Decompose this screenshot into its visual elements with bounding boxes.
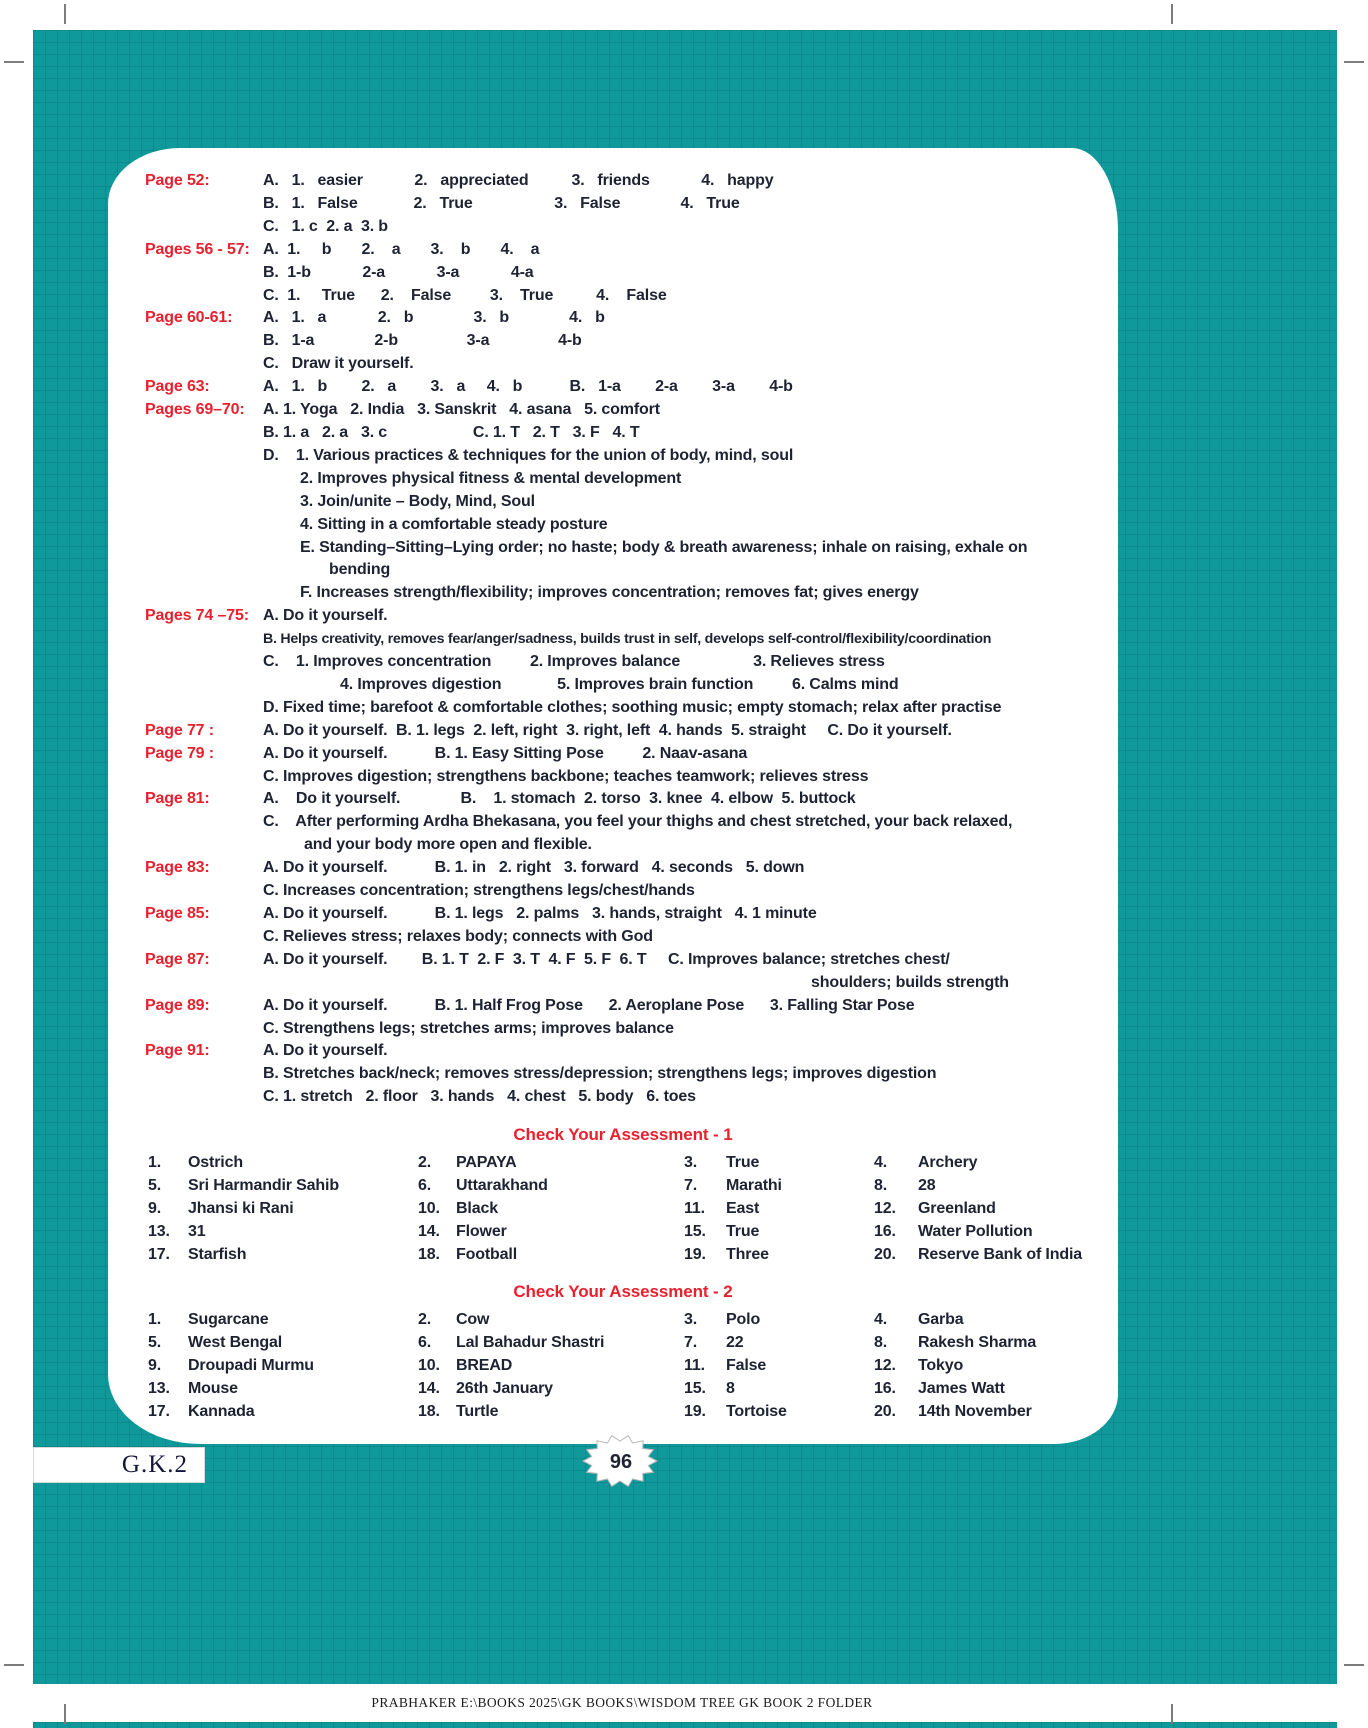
page-ref-label: Pages 69–70: [145, 401, 245, 419]
answer-row [145, 1063, 1101, 1086]
page-number-badge [582, 1432, 660, 1490]
assessment-answer-number: 9. [148, 1200, 162, 1218]
assessment-answer-number: 5. [148, 1334, 162, 1352]
crop-mark [4, 1664, 24, 1666]
assessment-answer-number: 14. [418, 1223, 440, 1241]
answer-row [145, 445, 1101, 468]
answer-row [145, 766, 1101, 789]
answer-row [145, 353, 1101, 376]
answer-row [145, 170, 1101, 193]
page-ref-label: Page 77 : [145, 721, 214, 739]
assessment-answer-number: 1. [148, 1311, 162, 1329]
assessment-answer-number: 18. [418, 1403, 440, 1421]
answer-line-text: bending [329, 561, 391, 579]
answer-line-text: 3. Join/unite – Body, Mind, Soul [300, 492, 535, 510]
answer-row [145, 1086, 1101, 1109]
page-ref-label: Page 79 : [145, 744, 214, 762]
assessment-answer-text: East [726, 1200, 760, 1218]
answer-row [145, 1018, 1101, 1041]
assessment-answer-text: 22 [726, 1334, 744, 1352]
answer-row [145, 422, 1101, 445]
assessment-answer-number: 13. [148, 1380, 170, 1398]
answer-row [145, 262, 1101, 285]
crop-mark [1171, 1704, 1173, 1724]
answer-line-text: B. 1. a 2. a 3. c C. 1. T 2. T 3. F 4. T [263, 423, 640, 441]
assessment-answer-text: Rakesh Sharma [918, 1334, 1037, 1352]
answer-line-text: F. Increases strength/flexibility; improves concentration; removes fat; gives energy [300, 584, 919, 602]
page-ref-label: Page 91: [145, 1042, 210, 1060]
assessment-answer-number: 10. [418, 1200, 440, 1218]
assessment-answer-number: 17. [148, 1403, 170, 1421]
answer-row [145, 857, 1101, 880]
assessment-2-title: Check Your Assessment - 2 [513, 1282, 733, 1302]
assessment-answer-text: 14th November [918, 1403, 1032, 1421]
answer-row [145, 239, 1101, 262]
assessment-answer-text: Marathi [726, 1177, 782, 1195]
answer-line-text: B. Helps creativity, removes fear/anger/sadness, builds trust in self, develops self-control/flexibility/coordination [263, 631, 992, 648]
crop-mark [1344, 1664, 1364, 1666]
crop-mark [64, 4, 66, 24]
assessment-answer-number: 8. [874, 1177, 888, 1195]
answer-row [145, 216, 1101, 239]
answer-line-text: A. Do it yourself. [263, 607, 388, 625]
assessment-answer-text: Jhansi ki Rani [188, 1200, 294, 1218]
page-ref-label: Page 83: [145, 859, 210, 877]
answer-row [145, 330, 1101, 353]
answer-row [145, 376, 1101, 399]
assessment-1-grid [145, 1151, 1101, 1266]
assessment-answer-text: Starfish [188, 1246, 247, 1264]
assessment-answer-text: True [726, 1223, 760, 1241]
assessment-answer-text: Water Pollution [918, 1223, 1033, 1241]
answer-row [145, 880, 1101, 903]
answer-line-text: shoulders; builds strength [811, 973, 1009, 991]
answer-row [145, 582, 1101, 605]
answer-row [145, 468, 1101, 491]
answer-line-text: D. 1. Various practices & techniques for the union of body, mind, soul [263, 446, 794, 464]
answer-line-text: C. 1. c 2. a 3. b [263, 217, 388, 235]
assessment-answer-text: Ostrich [188, 1154, 243, 1172]
assessment-answer-text: BREAD [456, 1357, 513, 1375]
assessment-answer-text: Lal Bahadur Shastri [456, 1334, 605, 1352]
book-label-box [33, 1447, 205, 1483]
answer-row [145, 628, 1101, 651]
page-number: 96 [609, 1451, 633, 1473]
assessment-answer-text: True [726, 1154, 760, 1172]
answer-line-text: A. 1. a 2. b 3. b 4. b [263, 309, 605, 327]
page-ref-label: Page 85: [145, 905, 210, 922]
answer-line-text: A. Do it yourself. [263, 1042, 388, 1060]
page-ref-label: Page 63: [145, 378, 210, 396]
assessment-answer-number: 3. [684, 1311, 698, 1329]
assessment-answer-number: 11. [684, 1357, 705, 1375]
assessment-answer-number: 16. [874, 1223, 896, 1241]
answer-line-text: 4. Sitting in a comfortable steady posture [300, 515, 608, 533]
answer-line-text: A. 1. Yoga 2. India 3. Sanskrit 4. asana 5. comfort [263, 401, 660, 419]
answer-row [145, 788, 1101, 811]
assessment-answer-text: Kannada [188, 1403, 255, 1421]
assessment-answer-number: 19. [684, 1246, 706, 1264]
answer-line-text: B. 1. False 2. True 3. False 4. True [263, 194, 740, 212]
assessment-answer-text: Droupadi Murmu [188, 1357, 314, 1375]
answer-line-text: B. Stretches back/neck; removes stress/depression; strengthens legs; improves digestion [263, 1065, 937, 1083]
page-ref-label: Page 52: [145, 172, 210, 189]
assessment-answer-number: 18. [418, 1246, 440, 1264]
assessment-answer-number: 16. [874, 1380, 896, 1398]
assessment-answer-number: 10. [418, 1357, 440, 1375]
answer-line-text: A. 1. easier 2. appreciated 3. friends 4. happy [263, 172, 774, 189]
answer-row [145, 674, 1101, 697]
assessment-answer-text: Sugarcane [188, 1311, 269, 1329]
assessment-answer-number: 9. [148, 1357, 162, 1375]
assessment-answer-number: 7. [684, 1334, 698, 1352]
assessment-answer-text: West Bengal [188, 1334, 283, 1352]
assessment-answer-number: 6. [418, 1177, 432, 1195]
assessment-answer-text: Greenland [918, 1200, 996, 1218]
assessment-answer-text: Flower [456, 1223, 507, 1241]
page-ref-label: Page 60-61: [145, 309, 233, 327]
answer-line-text: A. 1. b 2. a 3. b 4. a [263, 240, 540, 258]
assessment-answer-number: 8. [874, 1334, 888, 1352]
answer-line-text: A. Do it yourself. B. 1. Easy Sitting Pose 2. Naav-asana [263, 744, 748, 762]
answer-line-text: C. Increases concentration; strengthens legs/chest/hands [263, 882, 695, 900]
answers-list [145, 170, 1101, 1109]
assessment-answer-number: 15. [684, 1380, 706, 1398]
assessment-answer-number: 6. [418, 1334, 432, 1352]
answer-row [145, 285, 1101, 308]
assessment-1-title: Check Your Assessment - 1 [513, 1125, 733, 1145]
answer-row [145, 193, 1101, 216]
answer-row [145, 307, 1101, 330]
assessment-answer-number: 14. [418, 1380, 440, 1398]
assessment-answer-number: 4. [874, 1311, 888, 1329]
answer-row [145, 651, 1101, 674]
answer-row [145, 926, 1101, 949]
assessment-answer-text: Football [456, 1246, 518, 1264]
assessment-answer-text: Mouse [188, 1380, 238, 1398]
page-ref-label: Pages 56 - 57: [145, 240, 250, 258]
assessment-answer-text: Black [456, 1200, 498, 1218]
answer-row [145, 834, 1101, 857]
assessment-answer-number: 5. [148, 1177, 162, 1195]
crop-mark [4, 61, 24, 63]
assessment-answer-text: Archery [918, 1154, 978, 1172]
answer-line-text: B. 1-a 2-b 3-a 4-b [263, 332, 582, 350]
assessment-answer-text: Tokyo [918, 1357, 964, 1375]
answer-line-text: C. 1. True 2. False 3. True 4. False [263, 286, 667, 304]
answer-line-text: D. Fixed time; barefoot & comfortable clothes; soothing music; empty stomach; relax after practise [263, 698, 1002, 716]
answer-row [145, 491, 1101, 514]
page-ref-label: Page 81: [145, 790, 210, 808]
assessment-answer-number: 11. [684, 1200, 705, 1218]
assessment-answer-number: 20. [874, 1403, 896, 1421]
assessment-answer-text: 31 [188, 1223, 206, 1241]
answer-line-text: C. Relieves stress; relaxes body; connects with God [263, 927, 653, 945]
answer-row [145, 949, 1101, 972]
answer-line-text: C. Strengthens legs; stretches arms; improves balance [263, 1019, 674, 1037]
assessment-answer-number: 4. [874, 1154, 888, 1172]
assessment-answer-number: 17. [148, 1246, 170, 1264]
answer-row [145, 720, 1101, 743]
answer-line-text: A. Do it yourself. B. 1. in 2. right 3. forward 4. seconds 5. down [263, 859, 805, 877]
assessment-answer-number: 1. [148, 1154, 162, 1172]
answer-line-text: 4. Improves digestion 5. Improves brain function 6. Calms mind [340, 675, 899, 693]
answer-line-text: C. 1. Improves concentration 2. Improves balance 3. Relieves stress [263, 653, 885, 671]
assessment-answer-number: 3. [684, 1154, 698, 1172]
answer-line-text: A. Do it yourself. B. 1. stomach 2. torso 3. knee 4. elbow 5. buttock [263, 790, 856, 808]
assessment-answer-number: 2. [418, 1154, 432, 1172]
answer-line-text: A. Do it yourself. B. 1. legs 2. palms 3. hands, straight 4. 1 minute [263, 905, 817, 922]
assessment-answer-text: 28 [918, 1177, 936, 1195]
answer-line-text: 2. Improves physical fitness & mental development [300, 469, 682, 487]
crop-mark [1171, 4, 1173, 24]
assessment-answer-text: Polo [726, 1311, 761, 1329]
answer-line-text: C. Improves digestion; strengthens backbone; teaches teamwork; relieves stress [263, 767, 869, 785]
page-ref-label: Page 89: [145, 996, 210, 1014]
answer-row [145, 697, 1101, 720]
assessment-answer-number: 12. [874, 1357, 896, 1375]
assessment-answer-text: Uttarakhand [456, 1177, 548, 1195]
assessment-answer-number: 19. [684, 1403, 706, 1421]
assessment-answer-number: 2. [418, 1311, 432, 1329]
answer-line-text: A. Do it yourself. B. 1. T 2. F 3. T 4. F 5. F 6. T C. Improves balance; stretches chest/ [263, 950, 950, 968]
answer-row [145, 811, 1101, 834]
answer-line-text: B. 1-b 2-a 3-a 4-a [263, 263, 534, 281]
assessment-answer-text: Reserve Bank of India [918, 1246, 1083, 1264]
answer-row [145, 1040, 1101, 1063]
assessment-answer-text: False [726, 1357, 767, 1375]
answer-line-text: A. 1. b 2. a 3. a 4. b B. 1-a 2-a 3-a 4-b [263, 378, 793, 396]
crop-mark [1344, 61, 1364, 63]
assessment-answer-text: Garba [918, 1311, 964, 1329]
assessment-answer-text: Turtle [456, 1403, 499, 1421]
answer-key-content [145, 170, 1101, 1423]
answer-line-text: C. 1. stretch 2. floor 3. hands 4. chest 5. body 6. toes [263, 1088, 696, 1106]
assessment-answer-number: 12. [874, 1200, 896, 1218]
answer-row [145, 514, 1101, 537]
answer-line-text: C. Draw it yourself. [263, 355, 414, 373]
answer-row [145, 903, 1101, 926]
answer-line-text: C. After performing Ardha Bhekasana, you feel your thighs and chest stretched, your back relaxed, [263, 813, 1013, 831]
assessment-2-grid [145, 1308, 1101, 1423]
answer-row [145, 559, 1101, 582]
page-ref-label: Pages 74 –75: [145, 607, 249, 625]
book-label: G.K.2 [121, 1451, 188, 1478]
assessment-answer-text: PAPAYA [456, 1154, 517, 1172]
answer-row [145, 605, 1101, 628]
footer-file-path: PRABHAKER E:\BOOKS 2025\GK BOOKS\WISDOM TREE GK BOOK 2 FOLDER [371, 1695, 873, 1710]
page-ref-label: Page 87: [145, 950, 210, 968]
assessment-answer-number: 13. [148, 1223, 170, 1241]
answer-row [145, 995, 1101, 1018]
assessment-answer-text: James Watt [918, 1380, 1005, 1398]
answer-line-text: and your body more open and flexible. [304, 836, 592, 854]
assessment-answer-number: 15. [684, 1223, 706, 1241]
assessment-answer-text: 8 [726, 1380, 735, 1398]
assessment-answer-text: 26th January [456, 1380, 553, 1398]
answer-row [145, 743, 1101, 766]
answer-row [145, 537, 1101, 560]
assessment-answer-text: Sri Harmandir Sahib [188, 1177, 339, 1195]
answer-line-text: A. Do it yourself. B. 1. Half Frog Pose 2. Aeroplane Pose 3. Falling Star Pose [263, 996, 915, 1014]
assessment-answer-number: 7. [684, 1177, 698, 1195]
assessment-answer-text: Three [726, 1246, 769, 1264]
assessment-answer-text: Cow [456, 1311, 490, 1329]
answer-row [145, 399, 1101, 422]
answer-line-text: A. Do it yourself. B. 1. legs 2. left, right 3. right, left 4. hands 5. straight C. Do it yourself. [263, 721, 952, 739]
answer-row [145, 972, 1101, 995]
footer-band [0, 1684, 1368, 1722]
assessment-answer-number: 20. [874, 1246, 896, 1264]
crop-mark [64, 1704, 66, 1724]
answer-line-text: E. Standing–Sitting–Lying order; no haste; body & breath awareness; inhale on raising, exhale on [300, 538, 1028, 556]
assessment-answer-text: Tortoise [726, 1403, 787, 1421]
